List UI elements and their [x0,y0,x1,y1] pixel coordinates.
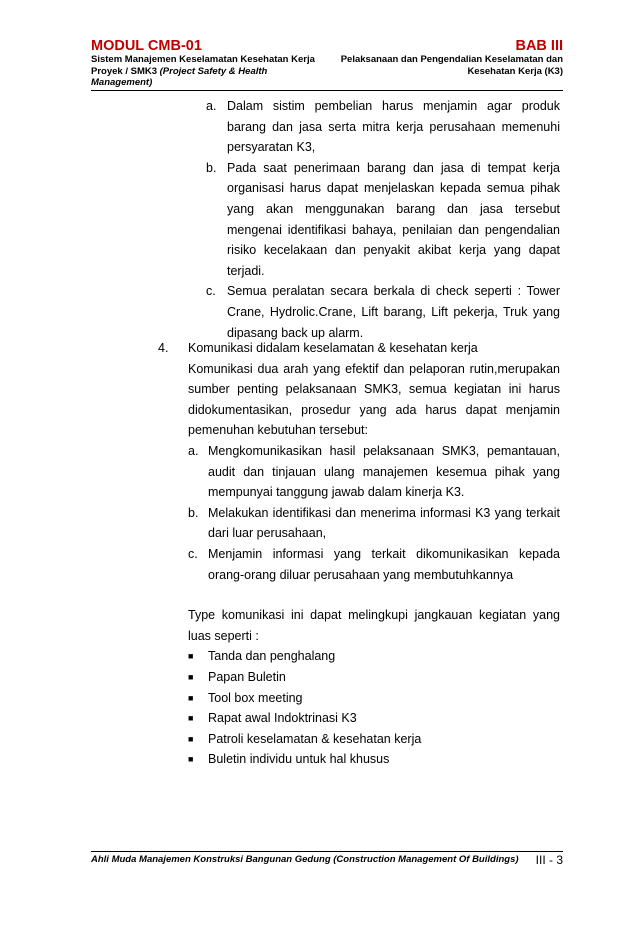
header-left-title: Sistem Manajemen Keselamatan Kesehatan Kerja Proyek / SMK3 (Project Safety & Health Management) [91,54,315,88]
list-item: ■ Patroli keselamatan & kesehatan kerja [188,729,560,750]
list-item: a. Dalam sistim pembelian harus menjamin agar produk barang dan jasa serta mitra kerja perusahaan memenuhi persyaratan K3, [206,99,560,155]
list-item: b. Melakukan identifikasi dan menerima informasi K3 yang terkait dari luar perusahaan, [188,505,560,541]
module-code: MODUL CMB-01 [91,38,202,54]
square-bullet-icon: ■ [188,733,194,744]
square-bullet-icon: ■ [188,651,194,662]
list-item: ■ Rapat awal Indoktrinasi K3 [188,708,560,729]
list-item: ■ Buletin individu untuk hal khusus [188,749,560,770]
header-right-title: Pelaksanaan dan Pengendalian Keselamatan dan Kesehatan Kerja (K3) [340,54,563,77]
page-footer [91,854,563,867]
header-divider [91,90,563,91]
list-item: a. Mengkomunikasikan hasil pelaksanaan SMK3, pemantauan, audit dan tinjauan ulang manajemen kesemua pihak yang mempunyai tanggung jawab dalam kinerja K3. [188,443,560,500]
footer-divider [91,851,563,852]
list-item: ■ Tanda dan penghalang [188,646,560,667]
square-bullet-icon: ■ [188,754,194,765]
chapter-label: BAB III [515,38,563,54]
section-number: 4. [158,341,169,355]
list-item: c. Semua peralatan secara berkala di check seperti : Tower Crane, Hydrolic.Crane, Lift barang, Lift pekerja, Truk yang dipasang back up alarm. [206,284,560,340]
section-4-list [188,441,560,585]
top-list [206,96,560,343]
section-title: Komunikasi didalam keselamatan & kesehatan kerja [188,341,478,355]
square-bullet-icon: ■ [188,671,194,682]
square-bullet-icon: ■ [188,713,194,724]
type-paragraph: Type komunikasi ini dapat melingkupi jangkauan kegiatan yang luas seperti : [188,608,560,643]
bullet-list [188,646,560,770]
list-item: c. Menjamin informasi yang terkait dikomunikasikan kepada orang-orang diluar perusahaan yang membutuhkannya [188,546,560,582]
list-item: ■ Tool box meeting [188,688,560,709]
page-number: III - 3 [535,853,563,867]
footer-text: Ahli Muda Manajemen Konstruksi Bangunan Gedung (Construction Management Of Buildings) [91,854,519,865]
square-bullet-icon: ■ [188,692,194,703]
list-item: ■ Papan Buletin [188,667,560,688]
section-intro: Komunikasi dua arah yang efektif dan pelaporan rutin,merupakan sumber penting pelaksanaan SMK3, semua kegiatan ini harus didokumentasikan, prosedur yang ada harus dapat menjamin pemenuhan kebutuhan tersebut: [188,361,560,438]
list-item: b. Pada saat penerimaan barang dan jasa di tempat kerja organisasi harus dapat menjelaskan kepada semua pihak yang akan menggunakan barang dan jasa tersebut mengenai identifikasi bahaya, penilaian dan pengendalian risiko kecelakaan dan penyakit akibat kerja yang dapat terjadi. [206,160,560,278]
page-header [91,38,563,89]
